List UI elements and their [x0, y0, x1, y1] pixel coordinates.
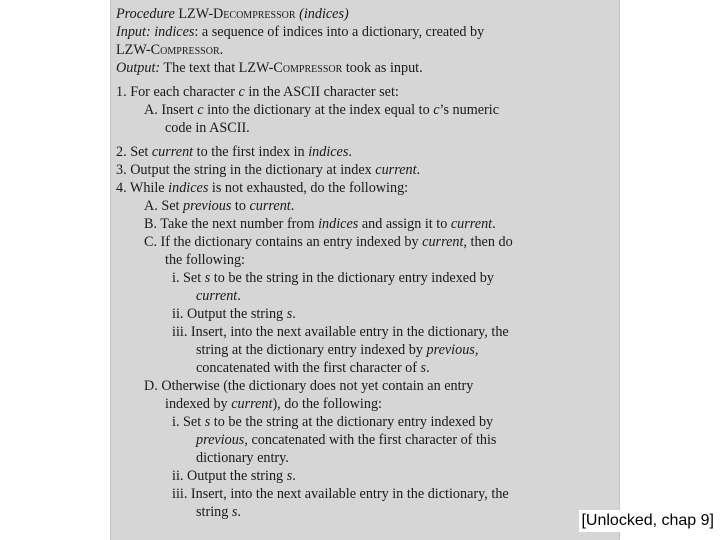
step-4d: D. Otherwise (the dictionary does not yet contain an entry	[144, 378, 474, 394]
step-4c-i: i. Set s to be the string in the dictionary entry indexed by	[172, 270, 494, 286]
output-line: Output: The text that LZW-Compressor took as input.	[116, 60, 423, 76]
step-4d-i: i. Set s to be the string at the dictionary entry indexed by	[172, 414, 494, 430]
step-4d-cont: indexed by current), do the following:	[165, 396, 382, 412]
step-2: 2. Set current to the first index in indices.	[116, 144, 352, 160]
step-1a-cont: code in ASCII.	[165, 120, 250, 136]
step-4d-ii: ii. Output the string s.	[172, 468, 296, 484]
step-4c-cont: the following:	[165, 252, 245, 268]
step-4d-iii-cont: string s.	[196, 504, 241, 520]
step-4c-iii-cont1: string at the dictionary entry indexed by previous,	[196, 342, 479, 358]
step-4c-iii: iii. Insert, into the next available entry in the dictionary, the	[172, 324, 509, 340]
input-line: Input: indices: a sequence of indices into a dictionary, created by	[116, 24, 485, 40]
step-4c-i-cont: current.	[196, 288, 241, 304]
step-4c-iii-cont2: concatenated with the first character of s.	[196, 360, 430, 376]
input-line-cont: LZW-Compressor.	[116, 42, 224, 58]
procedure-header: Procedure LZW-Decompressor (indices)	[116, 6, 349, 22]
step-4c: C. If the dictionary contains an entry indexed by current, then do	[144, 234, 513, 250]
step-4a: A. Set previous to current.	[144, 198, 295, 214]
step-1a: A. Insert c into the dictionary at the index equal to c’s numeric	[144, 102, 500, 118]
step-3: 3. Output the string in the dictionary at index current.	[116, 162, 421, 178]
step-1: 1. For each character c in the ASCII character set:	[116, 84, 399, 100]
step-4d-i-cont2: dictionary entry.	[196, 450, 289, 466]
step-4d-i-cont1: previous, concatenated with the first character of this	[196, 432, 497, 448]
step-4b: B. Take the next number from indices and assign it to current.	[144, 216, 496, 232]
step-4c-ii: ii. Output the string s.	[172, 306, 296, 322]
lzw-decompressor-pseudocode	[116, 5, 612, 521]
step-4d-iii: iii. Insert, into the next available entry in the dictionary, the	[172, 486, 509, 502]
step-4: 4. While indices is not exhausted, do the following:	[116, 180, 409, 196]
source-caption: [Unlocked, chap 9]	[579, 510, 716, 532]
